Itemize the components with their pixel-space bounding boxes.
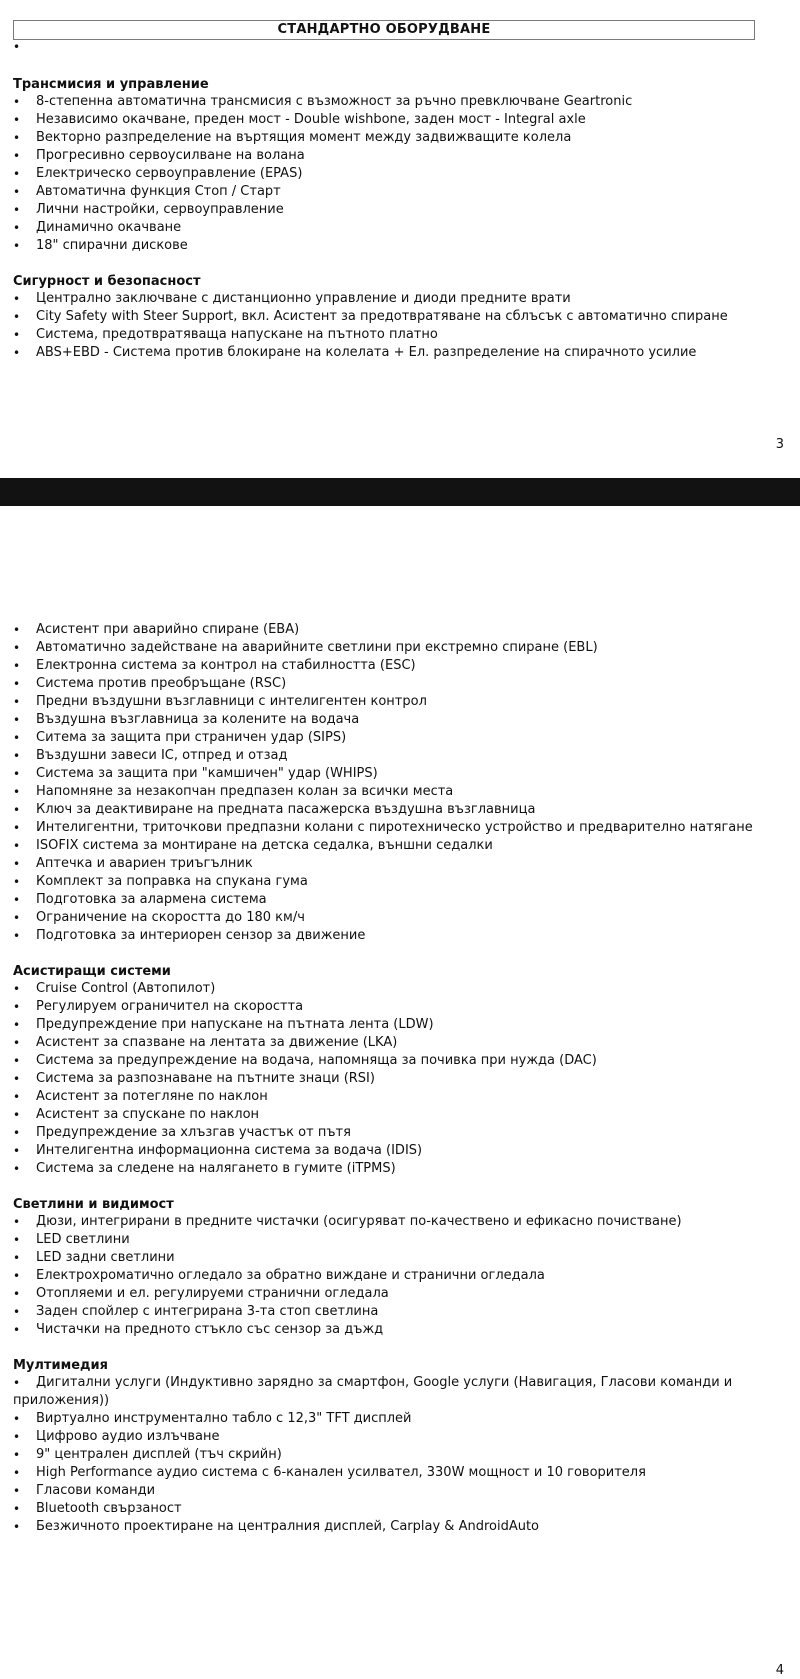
section-heading-multimedia: Мултимедия: [13, 1358, 108, 1373]
safety-continued-list: [13, 621, 788, 945]
list-item: • Регулируем ограничител на скоростта: [13, 998, 788, 1016]
document-page-4: [0, 506, 800, 1678]
list-item: • ABS+EBD - Система против блокиране на колелата + Ел. разпределение на спирачното усилие: [13, 344, 788, 362]
list-item: • Виртуално инструментално табло с 12,3" TFT дисплей: [13, 1410, 788, 1428]
list-item: • Ограничение на скоростта до 180 км/ч: [13, 909, 788, 927]
list-item: • Предупреждение при напускане на пътната лента (LDW): [13, 1016, 788, 1034]
list-item: • Подготовка за алармена система: [13, 891, 788, 909]
list-item: • Асистент при аварийно спиране (EBA): [13, 621, 788, 639]
list-item: • Система за следене на налягането в гумите (iTPMS): [13, 1160, 788, 1178]
list-item: • ISOFIX система за монтиране на детска седалка, външни седалки: [13, 837, 788, 855]
list-item: • LED светлини: [13, 1231, 788, 1249]
section-heading-assist: Асистиращи системи: [13, 964, 171, 979]
list-item: • Система, предотвратяваща напускане на пътното платно: [13, 326, 788, 344]
list-item: • Cruise Control (Автопилот): [13, 980, 788, 998]
list-item: • Безжичното проектиране на централния дисплей, Carplay & AndroidAuto: [13, 1518, 788, 1536]
list-item: • Комплект за поправка на спукана гума: [13, 873, 788, 891]
list-item: • Централно заключване с дистанционно управление и диоди предните врати: [13, 290, 788, 308]
list-item: • Заден спойлер с интегрирана 3-та стоп светлина: [13, 1303, 788, 1321]
list-item: • Векторно разпределение на въртящия момент между задвижващите колела: [13, 129, 788, 147]
list-item: • Лични настройки, сервоуправление: [13, 201, 788, 219]
list-item: • Прогресивно сервоусилване на волана: [13, 147, 788, 165]
list-item: • Интелигентни, триточкови предпазни колани с пиротехническо устройство и предварително натягане: [13, 819, 788, 837]
list-item: • 18" спирачни дискове: [13, 237, 788, 255]
list-item: • Автоматично задействане на аварийните светлини при екстремно спиране (EBL): [13, 639, 788, 657]
assist-list: [13, 980, 788, 1178]
page-number: 4: [775, 1663, 784, 1678]
list-item: • Асистент за потегляне по наклон: [13, 1088, 788, 1106]
list-item: • Система за предупреждение на водача, напомняща за почивка при нужда (DAC): [13, 1052, 788, 1070]
page-number: 3: [775, 437, 784, 452]
section-heading-lights: Светлини и видимост: [13, 1197, 174, 1212]
list-item: • City Safety with Steer Support, вкл. Асистент за предотвратяване на сблъсък с автоматично спиране: [13, 308, 788, 326]
list-item: • Дигитални услуги (Индуктивно зарядно за смартфон, Google услуги (Навигация, Гласови команди и приложения)): [13, 1374, 788, 1410]
list-item: • Система против преобръщане (RSC): [13, 675, 788, 693]
list-item: • Динамично окачване: [13, 219, 788, 237]
list-item: • Ситема за защита при страничен удар (SIPS): [13, 729, 788, 747]
list-item: • Система за разпознаване на пътните знаци (RSI): [13, 1070, 788, 1088]
list-item: • Независимо окачване, преден мост - Double wishbone, заден мост - Integral axle: [13, 111, 788, 129]
list-item: • Предупреждение за хлъзгав участък от пътя: [13, 1124, 788, 1142]
list-item: • Електрическо сервоуправление (EPAS): [13, 165, 788, 183]
document-page-3: [0, 0, 800, 478]
list-item: • Предни въздушни възглавници с интелигентен контрол: [13, 693, 788, 711]
page-title: СТАНДАРТНО ОБОРУДВАНЕ: [13, 20, 755, 40]
list-item: • Електрохроматично огледало за обратно виждане и странични огледала: [13, 1267, 788, 1285]
list-item: • 8-степенна автоматична трансмисия с възможност за ръчно превключване Geartronic: [13, 93, 788, 111]
list-item: • Гласови команди: [13, 1482, 788, 1500]
list-item: • Автоматична функция Стоп / Старт: [13, 183, 788, 201]
list-item: • Напомняне за незакопчан предпазен колан за всички места: [13, 783, 788, 801]
section-heading-transmission: Трансмисия и управление: [13, 77, 209, 92]
list-item: • Цифрово аудио излъчване: [13, 1428, 788, 1446]
list-item: • Асистент за спазване на лентата за движение (LKA): [13, 1034, 788, 1052]
list-item: • Чистачки на предното стъкло със сензор за дъжд: [13, 1321, 788, 1339]
page-3-content: [13, 76, 788, 362]
list-item: • Въздушна възглавница за колените на водача: [13, 711, 788, 729]
page-4-content: [13, 621, 788, 1536]
section-heading-safety: Сигурност и безопасност: [13, 274, 201, 289]
lights-list: [13, 1213, 788, 1339]
list-item: • Асистент за спускане по наклон: [13, 1106, 788, 1124]
list-item: • Отопляеми и ел. регулируеми странични огледала: [13, 1285, 788, 1303]
list-item: • 9" централен дисплей (тъч скрийн): [13, 1446, 788, 1464]
list-item: • Bluetooth свързаност: [13, 1500, 788, 1518]
list-item: • High Performance аудио система с 6-канален усилвател, 330W мощност и 10 говорителя: [13, 1464, 788, 1482]
list-item: • Въздушни завеси IC, отпред и отзад: [13, 747, 788, 765]
list-item: • Подготовка за интериорен сензор за движение: [13, 927, 788, 945]
list-item: • LED задни светлини: [13, 1249, 788, 1267]
transmission-list: [13, 93, 788, 255]
multimedia-list: [13, 1374, 788, 1536]
list-item: • Система за защита при "камшичен" удар (WHIPS): [13, 765, 788, 783]
safety-list: [13, 290, 788, 362]
list-item: • Електронна система за контрол на стабилността (ESC): [13, 657, 788, 675]
list-item: • Ключ за деактивиране на предната пасажерска въздушна възглавница: [13, 801, 788, 819]
list-item: • Аптечка и авариен триъгълник: [13, 855, 788, 873]
list-item: • Интелигентна информационна система за водача (IDIS): [13, 1142, 788, 1160]
page-separator-bar: [0, 478, 800, 506]
list-item: • Дюзи, интегрирани в предните чистачки (осигуряват по-качествено и ефикасно почистване): [13, 1213, 788, 1231]
empty-bullet: •: [13, 40, 21, 54]
